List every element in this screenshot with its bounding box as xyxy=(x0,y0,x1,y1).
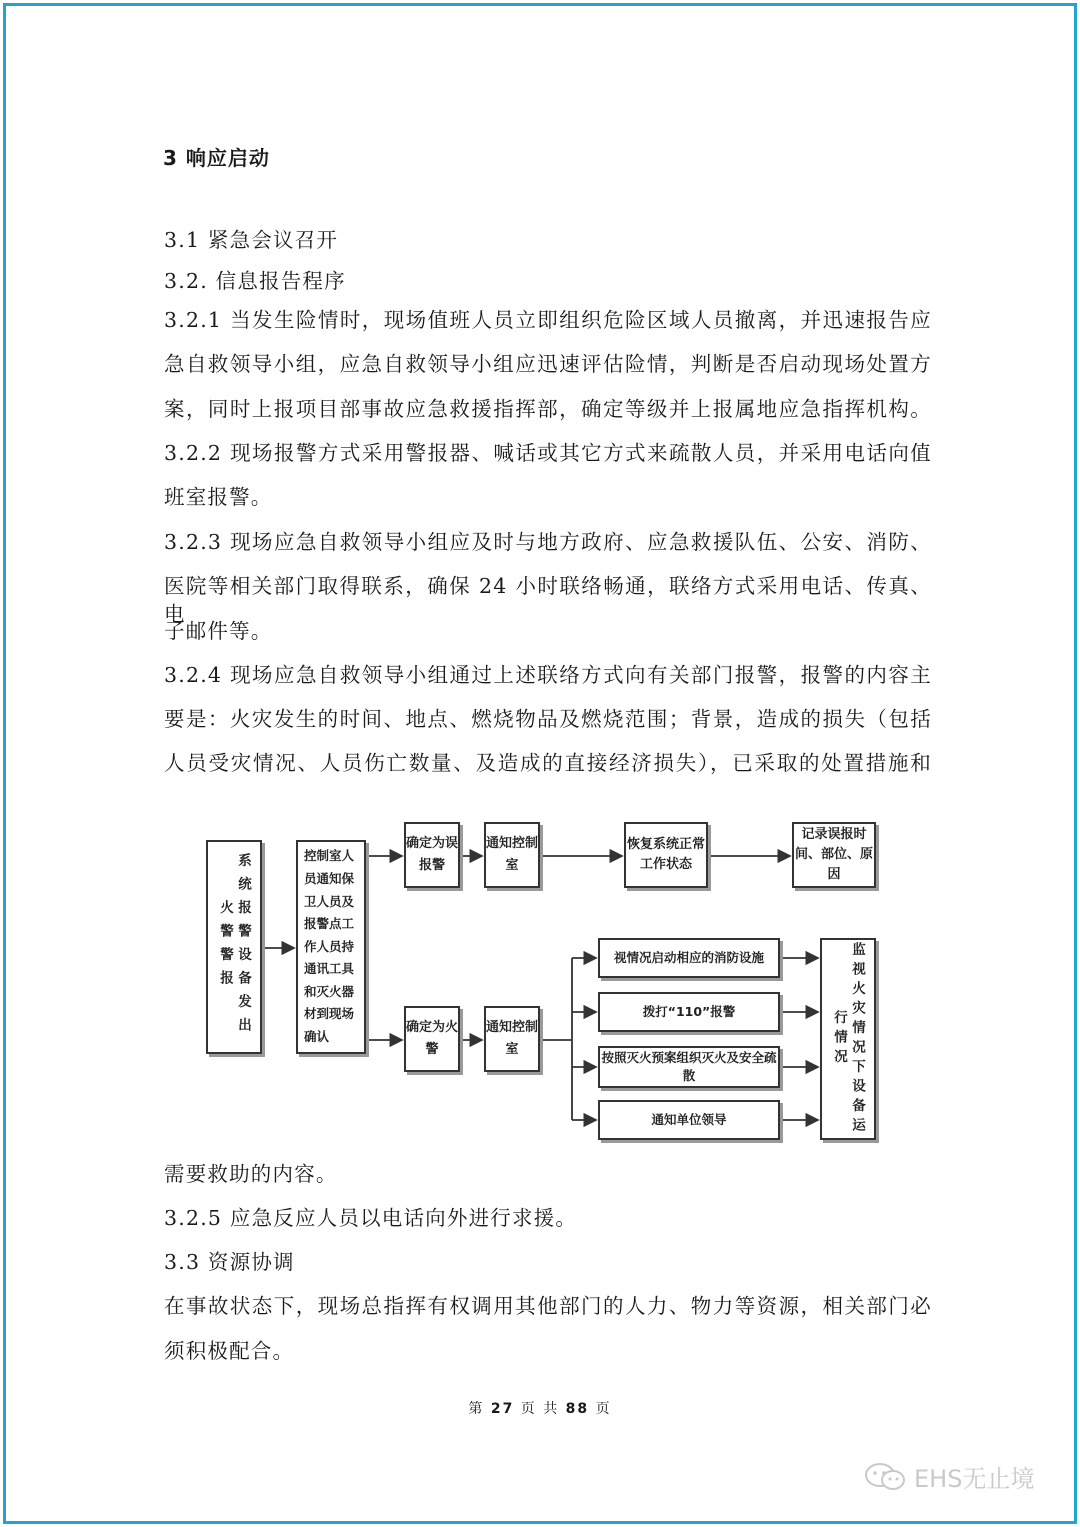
text-line: 3.2.5 应急反应人员以电话向外进行求援。 xyxy=(164,1206,578,1230)
text-line: 急自救领导小组，应急自救领导小组应迅速评估险情，判断是否启动现场处置方 xyxy=(164,352,932,376)
footer-prefix: 第 xyxy=(468,1401,485,1417)
wechat-icon xyxy=(864,1462,908,1492)
footer-suffix: 页 xyxy=(595,1401,612,1417)
false-alarm-box: 确定为误报警 xyxy=(404,822,460,888)
dial-110-box: 拨打“110”报警 xyxy=(598,992,780,1032)
fire-facility-box: 视情况启动相应的消防设施 xyxy=(598,938,780,978)
text-line: 要是：火灾发生的时间、地点、燃烧物品及燃烧范围；背景，造成的损失（包括 xyxy=(164,707,932,731)
text-line: 须积极配合。 xyxy=(164,1339,295,1363)
text-line: 3.2. 信息报告程序 xyxy=(164,269,346,293)
page-footer xyxy=(0,1398,1080,1418)
watermark xyxy=(864,1459,1034,1494)
text-line: 班室报警。 xyxy=(164,485,273,509)
text-line: 在事故状态下，现场总指挥有权调用其他部门的人力、物力等资源，相关部门必 xyxy=(164,1294,932,1318)
alarm-box: 系统报警设备发出火警警报 xyxy=(206,840,262,1054)
text-line: 3.2.1 当发生险情时，现场值班人员立即组织危险区域人员撤离，并迅速报告应 xyxy=(164,308,932,332)
text-line: 需要救助的内容。 xyxy=(164,1162,338,1186)
total-page-number: 88 xyxy=(565,1401,590,1417)
fire-alarm-box: 确定为火警 xyxy=(404,1006,460,1072)
text-line: 3.2.4 现场应急自救领导小组通过上述联络方式向有关部门报警，报警的内容主 xyxy=(164,663,932,687)
text-line: 3.2.3 现场应急自救领导小组应及时与地方政府、应急救援队伍、公安、消防、 xyxy=(164,530,932,554)
text-line: 3.1 紧急会议召开 xyxy=(164,228,339,252)
text-line: 案，同时上报项目部事故应急救援指挥部，确定等级并上报属地应急指挥机构。 xyxy=(164,397,932,421)
notify-control-bottom-box: 通知控制室 xyxy=(484,1006,540,1072)
text-line: 3.2.2 现场报警方式采用警报器、喊话或其它方式来疏散人员，并采用电话向值 xyxy=(164,441,932,465)
text-line: 人员受灾情况、人员伤亡数量、及造成的直接经济损失），已采取的处置措施和 xyxy=(164,751,932,775)
record-box: 记录误报时间、部位、原因 xyxy=(792,822,876,888)
text-line: 子邮件等。 xyxy=(164,619,273,643)
control-notify-box: 控制室人员通知保卫人员及报警点工作人员持通讯工具和灭火器材到现场确认 xyxy=(296,840,366,1054)
current-page-number: 27 xyxy=(490,1401,515,1417)
notify-control-top-box: 通知控制室 xyxy=(484,822,540,888)
text-line: 医院等相关部门取得联系，确保 24 小时联络畅通，联络方式采用电话、传真、电 xyxy=(164,574,932,626)
footer-middle: 页 共 xyxy=(520,1401,560,1417)
evacuate-box: 按照灭火预案组织灭火及安全疏散 xyxy=(598,1046,780,1088)
restore-box: 恢复系统正常工作状态 xyxy=(624,822,708,888)
notify-leader-box: 通知单位领导 xyxy=(598,1100,780,1140)
section-heading: 3 响应启动 xyxy=(163,146,270,170)
text-line: 3.3 资源协调 xyxy=(164,1250,295,1274)
monitor-box: 监视火灾情况下设备运行情况 xyxy=(820,938,876,1140)
watermark-text: EHS无止境 xyxy=(914,1465,1035,1493)
